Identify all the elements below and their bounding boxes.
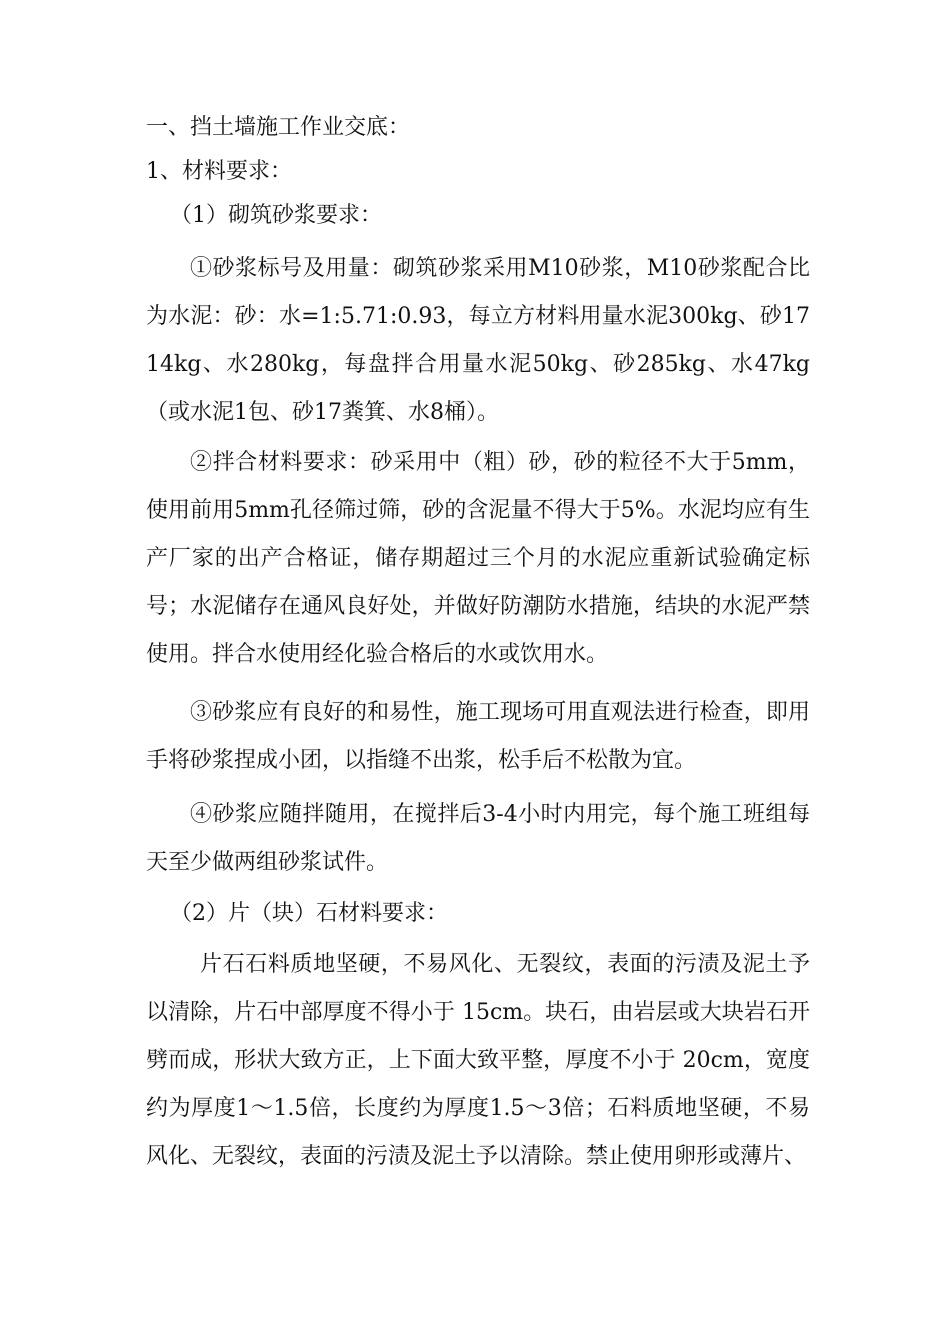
- paragraph-usage-time: ④砂浆应随拌随用，在搅拌后3-4小时内用完，每个施工班组每天至少做两组砂浆试件。: [146, 802, 810, 875]
- item-heading-stone-materials: （2）片（块）石材料要求：: [170, 901, 448, 926]
- subsection-heading-materials: 1、材料要求：: [146, 159, 292, 184]
- paragraph-mix-materials: ②拌合材料要求：砂采用中（粗）砂，砂的粒径不大于5mm，使用前用5mm孔径筛过筛，砂的含泥量不得大于5%。水泥均应有生产厂家的出产合格证，储存期超过三个月的水泥应重新试验确定标号；水泥储存在通风良好处，并做好防潮防水措施，结块的水泥严禁使用。拌合水使用经化验合格后的水或饮用水。: [146, 450, 810, 667]
- paragraph-workability: ③砂浆应有良好的和易性，施工现场可用直观法进行检查，即用手将砂浆捏成小团，以指缝不出浆，松手后不松散为宜。: [146, 700, 810, 773]
- paragraph-stone-requirements: 片石石料质地坚硬，不易风化、无裂纹，表面的污渍及泥土予以清除，片石中部厚度不得小于 15cm。块石，由岩层或大块岩石开劈而成，形状大致方正，上下面大致平整，厚度不小于 20cm，宽度约为厚度1～1.5倍，长度约为厚度1.5～3倍；石料质地坚硬，不易风化、无裂纹，表面的污渍及泥土予以清除。禁止使用卵形或薄片、: [146, 952, 810, 1169]
- section-heading-retaining-wall: 一、挡土墙施工作业交底：: [146, 115, 411, 140]
- item-heading-masonry-mortar: （1）砌筑砂浆要求：: [170, 203, 382, 228]
- paragraph-mortar-grade: ①砂浆标号及用量：砌筑砂浆采用M10砂浆，M10砂浆配合比为水泥：砂：水=1:5.71:0.93，每立方材料用量水泥300kg、砂1714kg、水280kg，每盘拌合用量水泥50kg、砂285kg、水47kg（或水泥1包、砂17粪箕、水8桶）。: [146, 256, 810, 425]
